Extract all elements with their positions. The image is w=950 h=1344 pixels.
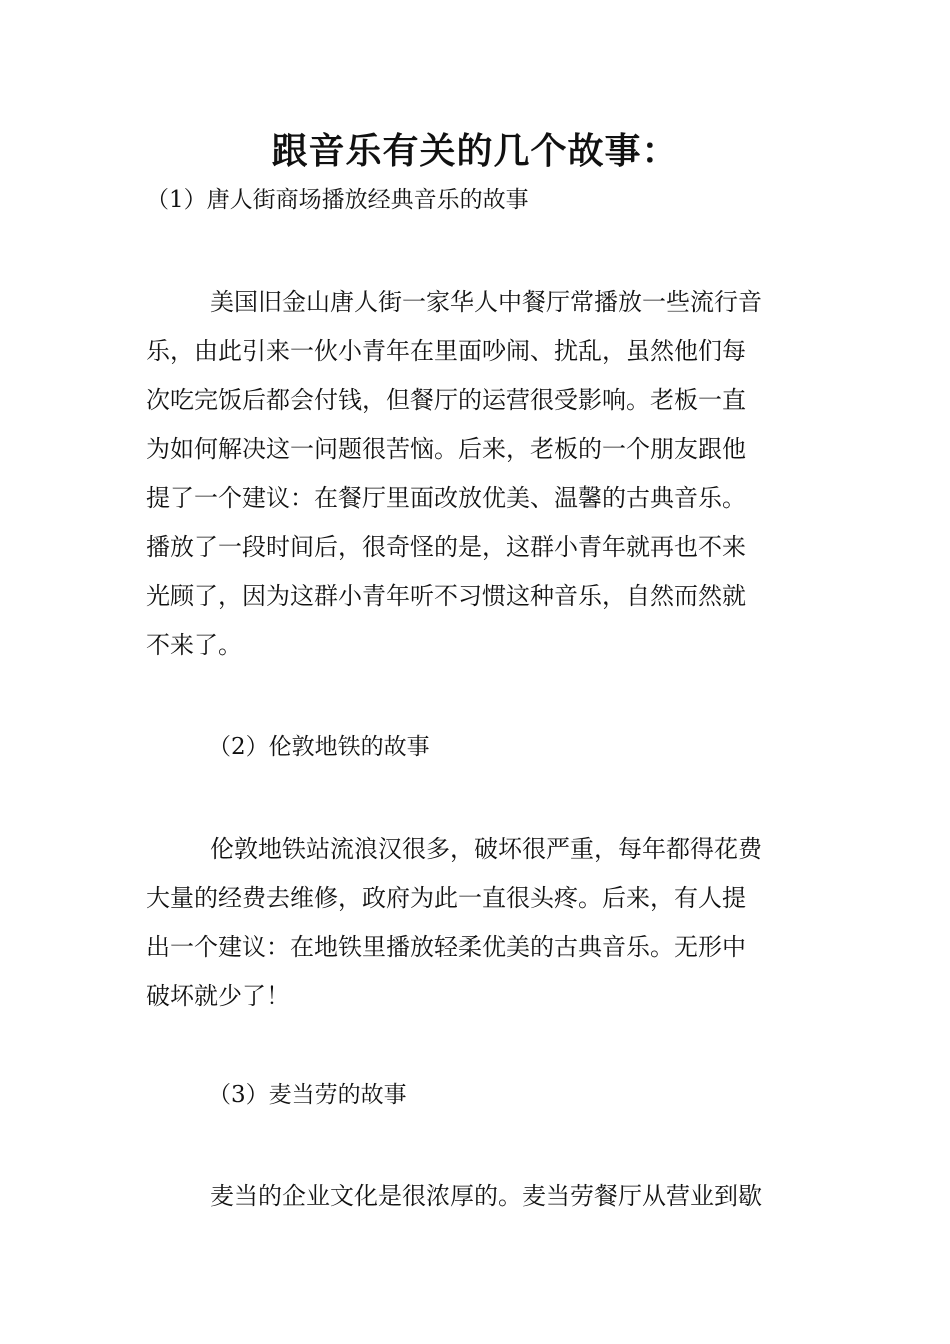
paragraph-line: 提了一个建议：在餐厅里面改放优美、温馨的古典音乐。: [146, 484, 746, 512]
paragraph-line: 为如何解决这一问题很苦恼。后来，老板的一个朋友跟他: [146, 435, 746, 463]
section-2-paragraph: [146, 825, 806, 1021]
paragraph-line: 不来了。: [146, 631, 242, 659]
section-1-heading: （1）唐人街商场播放经典音乐的故事: [146, 187, 529, 213]
paragraph-line: 光顾了，因为这群小青年听不习惯这种音乐，自然而然就: [146, 582, 746, 610]
document-title: 跟音乐有关的几个故事：: [271, 131, 679, 172]
paragraph-line: 次吃完饭后都会付钱，但餐厅的运营很受影响。老板一直: [146, 386, 746, 414]
section-3-heading: （3）麦当劳的故事: [208, 1082, 407, 1108]
section-1-paragraph: [146, 278, 806, 670]
paragraph-line: 麦当的企业文化是很浓厚的。麦当劳餐厅从营业到歇: [210, 1182, 762, 1210]
paragraph-line: 出一个建议：在地铁里播放轻柔优美的古典音乐。无形中: [146, 933, 746, 961]
paragraph-line: 播放了一段时间后，很奇怪的是，这群小青年就再也不来: [146, 533, 746, 561]
paragraph-line: 破坏就少了！: [146, 982, 290, 1010]
paragraph-line: 乐，由此引来一伙小青年在里面吵闹、扰乱，虽然他们每: [146, 337, 746, 365]
paragraph-line: 伦敦地铁站流浪汉很多，破坏很严重，每年都得花费: [210, 835, 762, 863]
paragraph-line: 大量的经费去维修，政府为此一直很头疼。后来，有人提: [146, 884, 746, 912]
paragraph-line: 美国旧金山唐人街一家华人中餐厅常播放一些流行音: [210, 288, 762, 316]
section-2-heading: （2）伦敦地铁的故事: [208, 734, 430, 760]
section-3-paragraph: [146, 1172, 806, 1221]
